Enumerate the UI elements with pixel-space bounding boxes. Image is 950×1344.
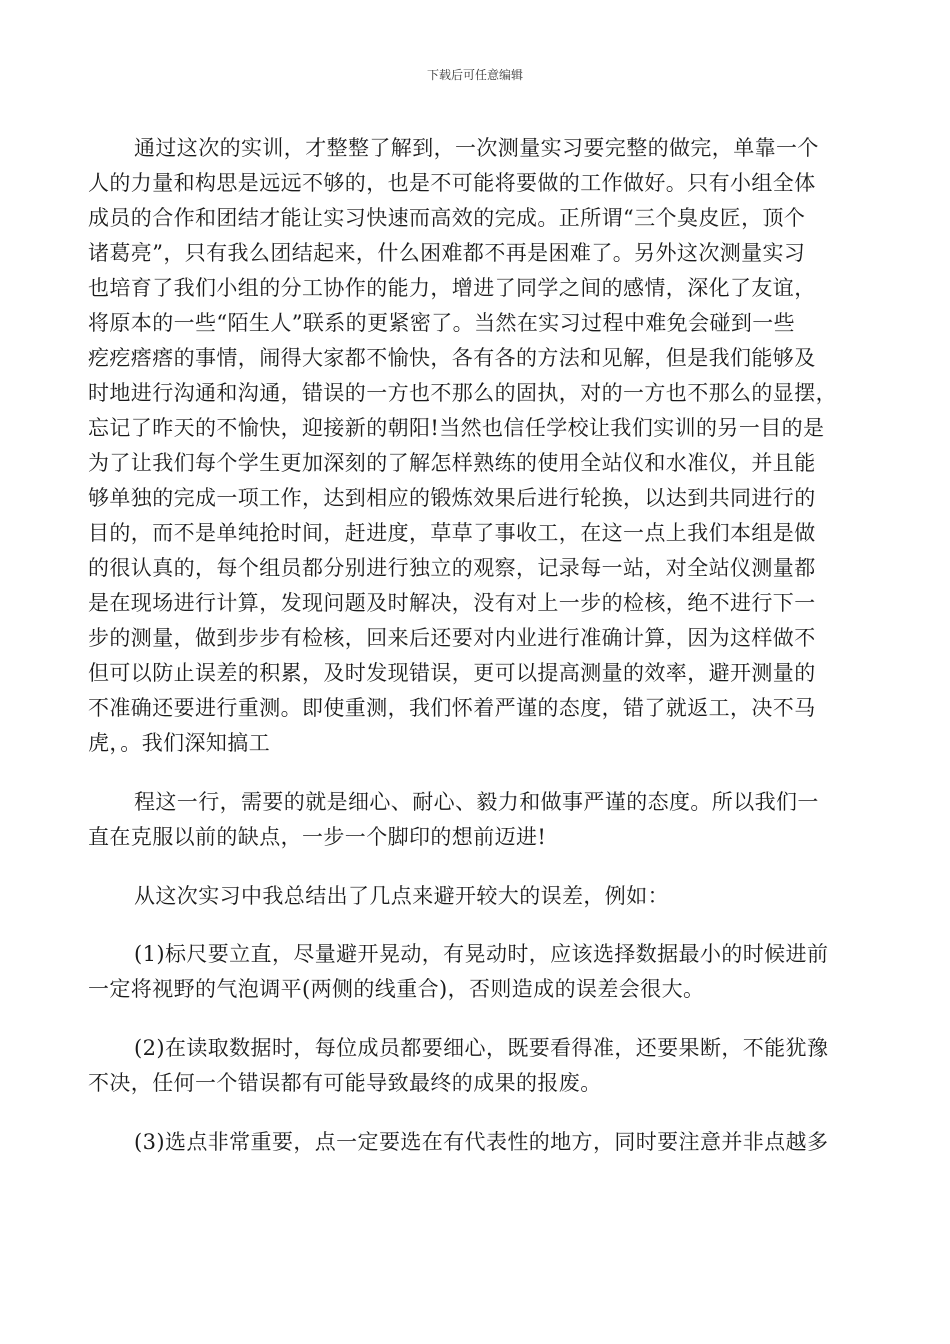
paragraph-line: 程这一行，需要的就是细心、耐心、毅力和做事严谨的态度。所以我们一 [134, 790, 819, 814]
paragraph-line: 也培育了我们小组的分工协作的能力，增进了同学之间的感情，深化了友谊， [88, 276, 816, 300]
paragraph-line: (1)标尺要立直，尽量避开晃动，有晃动时，应该选择数据最小的时候进前 [134, 942, 829, 966]
paragraph-line: 直在克服以前的缺点，一步一个脚印的想前迈进! [88, 825, 547, 849]
paragraph-line: 虎，。我们深知搞工 [88, 731, 271, 755]
paragraph-line: 但可以防止误差的积累，及时发现错误，更可以提高测量的效率，避开测量的 [88, 661, 816, 685]
paragraph-line: 成员的合作和团结才能让实习快速而高效的完成。正所谓“三个臭皮匠，顶个 [88, 206, 806, 230]
paragraph-line: 人的力量和构思是远远不够的，也是不可能将要做的工作做好。只有小组全体 [88, 171, 816, 195]
paragraph-line: (2)在读取数据时，每位成员都要细心，既要看得准，还要果断，不能犹豫 [134, 1036, 829, 1060]
paragraph-line: 是在现场进行计算，发现问题及时解决，没有对上一步的检核，绝不进行下一 [88, 591, 816, 615]
paragraph-line: 够单独的完成一项工作，达到相应的锻炼效果后进行轮换，以达到共同进行的 [88, 486, 816, 510]
paragraph-line: (3)选点非常重要，点一定要选在有代表性的地方，同时要注意并非点越多 [134, 1130, 829, 1154]
paragraph-line: 不准确还要进行重测。即使重测，我们怀着严谨的态度，错了就返工，决不马 [88, 696, 816, 720]
paragraph-line: 的很认真的，每个组员都分别进行独立的观察，记录每一站，对全站仪测量都 [88, 556, 816, 580]
paragraph-line: 通过这次的实训，才整整了解到，一次测量实习要完整的做完，单靠一个 [134, 136, 819, 160]
paragraph-line: 目的，而不是单纯抢时间，赶进度，草草了事收工，在这一点上我们本组是做 [88, 521, 816, 545]
paragraph-line: 忘记了昨天的不愉快，迎接新的朝阳!当然也信任学校让我们实训的另一目的是 [88, 416, 825, 440]
paragraph-line: 一定将视野的气泡调平(两侧的线重合)，否则造成的误差会很大。 [88, 977, 705, 1001]
paragraph-line: 为了让我们每个学生更加深刻的了解怎样熟练的使用全站仪和水准仪，并且能 [88, 451, 816, 475]
paragraph-line: 将原本的一些“陌生人”联系的更紧密了。当然在实习过程中难免会碰到一些 [88, 311, 796, 335]
page-header: 下载后可任意编辑 [426, 68, 523, 82]
paragraph-line: 诸葛亮”，只有我么团结起来，什么困难都不再是困难了。另外这次测量实习 [88, 241, 806, 265]
paragraph-line: 时地进行沟通和沟通，错误的一方也不那么的固执，对的一方也不那么的显摆， [88, 381, 837, 405]
paragraph-line: 步的测量，做到步步有检核，回来后还要对内业进行准确计算，因为这样做不 [88, 626, 816, 650]
paragraph-line: 疙疙瘩瘩的事情，闹得大家都不愉快，各有各的方法和见解，但是我们能够及 [88, 346, 816, 370]
paragraph-line: 不决，任何一个错误都有可能导致最终的成果的报废。 [88, 1071, 602, 1095]
paragraph-line: 从这次实习中我总结出了几点来避开较大的误差，例如： [134, 884, 669, 908]
